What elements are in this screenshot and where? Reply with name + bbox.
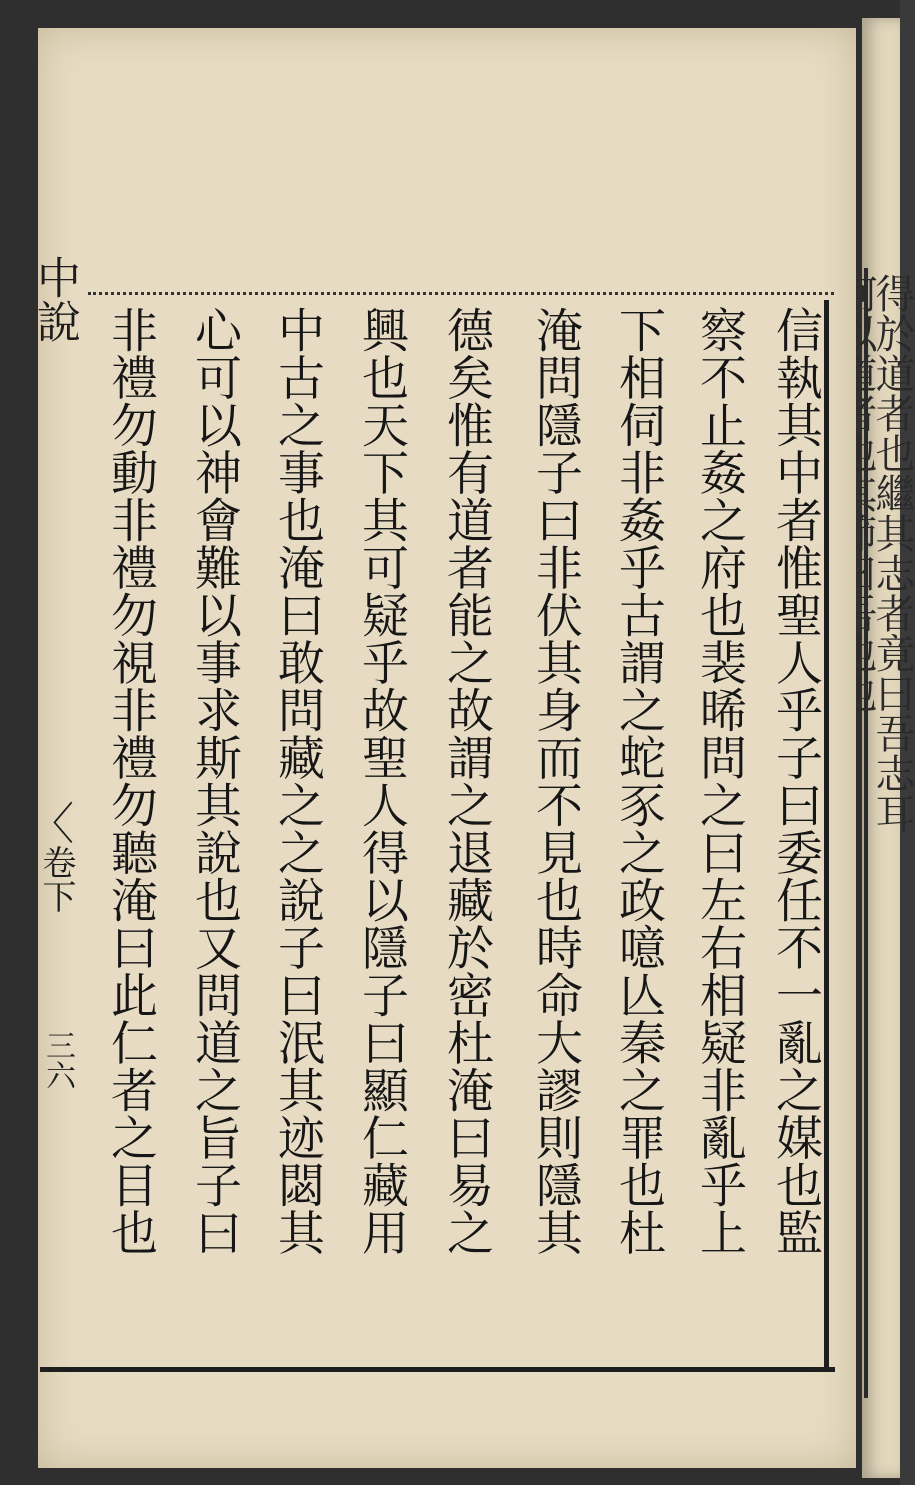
gutter-volume-label: 卷下 [36, 845, 76, 913]
text-column-1: 信執其中者惟聖人乎子曰委任不一亂之媒也監 [768, 306, 823, 1256]
text-column-5: 德矣惟有道者能之故謂之退藏於密杜淹曰易之 [439, 306, 494, 1256]
frame-top-border [88, 292, 834, 297]
gutter-book-title: 中說 [29, 255, 80, 343]
frame-bottom-border [40, 1367, 835, 1372]
facing-page-edge [862, 18, 915, 1478]
frame-right-border [824, 300, 829, 1370]
block-center-gutter [29, 255, 80, 1365]
gutter-page-number: 三六 [40, 1030, 75, 1090]
text-column-3: 下相伺非姦乎古謂之蛇豕之政噫亾秦之罪也杜 [611, 306, 666, 1256]
facing-page-column: 得於道者也繼其志者竟曰吾志耳 [869, 273, 915, 833]
text-column-2: 察不止姦之府也裴晞問之曰左右相疑非亂乎上 [692, 306, 747, 1256]
text-column-4: 淹問隱子曰非伏其身而不見也時命大謬則隱其 [528, 306, 583, 1256]
text-column-6: 興也天下其可疑乎故聖人得以隱子曰顯仁藏用 [354, 306, 409, 1256]
fish-tail-mark: 〈 [30, 799, 74, 850]
text-column-8: 心可以神會難以事求斯其說也又問道之旨子曰 [187, 306, 242, 1256]
text-column-7: 中古之事也淹曰敢問藏之之說子曰泯其迹閟其 [270, 306, 325, 1256]
text-column-9: 非禮勿動非禮勿視非禮勿聽淹曰此仁者之目也 [103, 306, 158, 1256]
